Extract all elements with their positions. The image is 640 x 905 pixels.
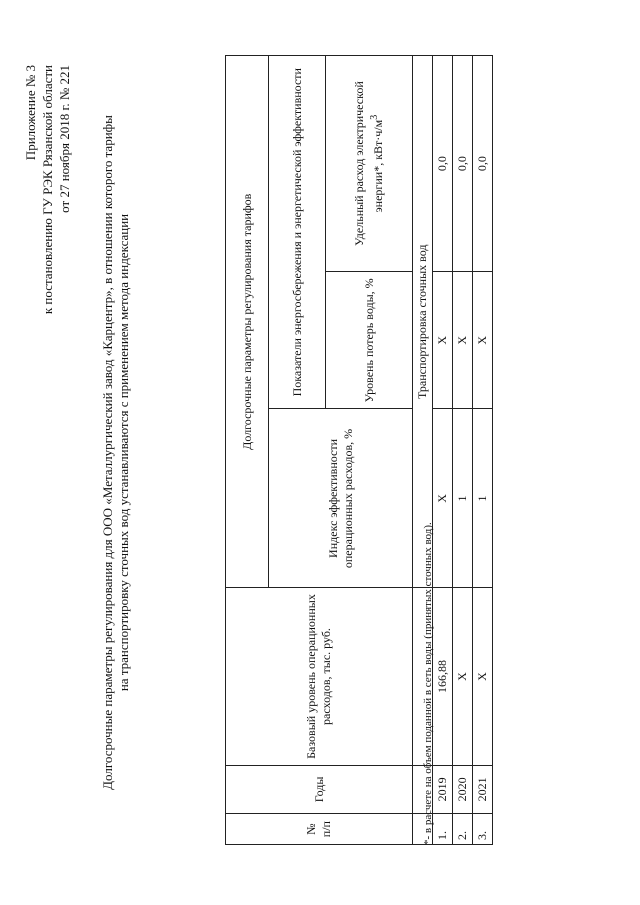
appendix-header bbox=[22, 65, 73, 445]
row-year: 2019 bbox=[433, 765, 453, 814]
header-num: № п/п bbox=[226, 814, 413, 845]
parameters-table bbox=[225, 55, 493, 845]
specific-consumption-text: Удельный расход электрической энергии*, кВт·ч/м bbox=[352, 81, 385, 247]
document-title bbox=[100, 55, 132, 850]
appendix-date: от 27 ноября 2018 г. № 221 bbox=[57, 65, 72, 213]
row-num: 2. bbox=[453, 814, 473, 845]
row-loss: X bbox=[473, 272, 493, 409]
row-num: 3. bbox=[473, 814, 493, 845]
row-base: X bbox=[473, 588, 493, 765]
row-loss: X bbox=[433, 272, 453, 409]
row-year: 2021 bbox=[473, 765, 493, 814]
appendix-resolution: к постановлению ГУ РЭК Рязанской области bbox=[40, 65, 55, 315]
table-row bbox=[453, 56, 473, 845]
appendix-number: Приложение № 3 bbox=[23, 65, 38, 161]
row-index: X bbox=[433, 409, 453, 588]
header-water-loss: Уровень потерь воды, % bbox=[326, 272, 413, 409]
title-line-1: Долгосрочные параметры регулирования для ООО «Металлургический завод «Карцентр», в отношении которого тарифы bbox=[100, 115, 115, 790]
row-spec: 0,0 bbox=[433, 56, 453, 272]
table-row bbox=[433, 56, 453, 845]
section-title: Транспортировка сточных вод bbox=[413, 56, 433, 588]
row-base: X bbox=[453, 588, 473, 765]
table-row bbox=[473, 56, 493, 845]
title-line-2: на транспортировку сточных вод устанавливаются с применением метода индексации bbox=[116, 213, 131, 692]
header-efficiency-index: Индекс эффективности операционных расходов, % bbox=[269, 409, 413, 588]
footnote: *- в расчете на объем поданной в сеть воды (принятых сточных вод). bbox=[422, 522, 434, 845]
row-year: 2020 bbox=[453, 765, 473, 814]
row-spec: 0,0 bbox=[453, 56, 473, 272]
header-long-term-params: Долгосрочные параметры регулирования тарифов bbox=[226, 56, 269, 588]
unit-superscript: 3 bbox=[369, 114, 380, 120]
row-loss: X bbox=[453, 272, 473, 409]
header-year: Годы bbox=[226, 765, 413, 814]
header-base-level: Базовый уровень операционных расходов, тыс. руб. bbox=[226, 588, 413, 765]
row-base: 166,88 bbox=[433, 588, 453, 765]
row-index: 1 bbox=[473, 409, 493, 588]
header-specific-consumption bbox=[326, 56, 413, 272]
row-num: 1. bbox=[433, 814, 453, 845]
header-energy-indicators: Показатели энергосбережения и энергетической эффективности bbox=[269, 56, 326, 409]
row-index: 1 bbox=[453, 409, 473, 588]
row-spec: 0,0 bbox=[473, 56, 493, 272]
